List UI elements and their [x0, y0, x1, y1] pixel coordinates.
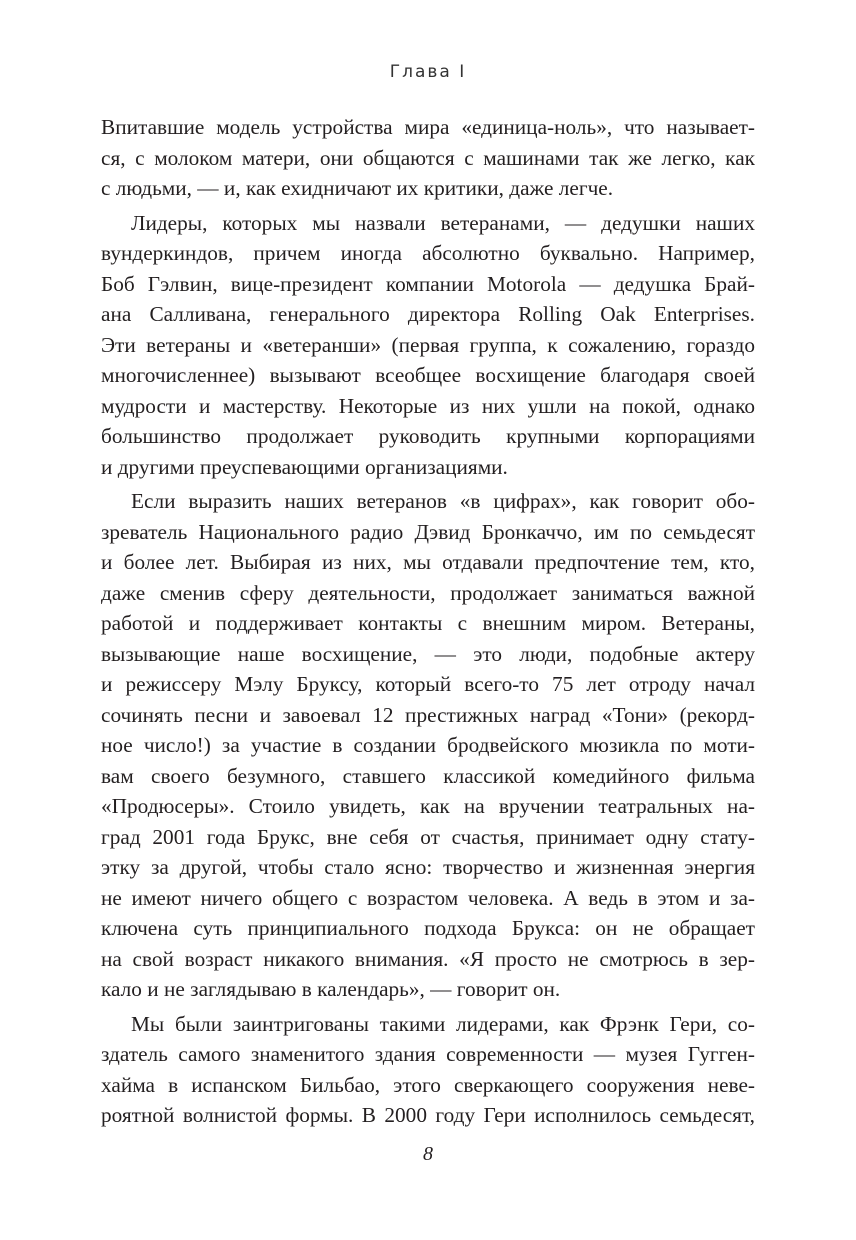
text-line: хайма в испанском Бильбао, этого сверкающего сооружения неве- [101, 1072, 755, 1097]
text-line: не имеют ничего общего с возрастом человека. А ведь в этом и за- [101, 885, 755, 910]
text-line: и режиссеру Мэлу Бруксу, который всего-то 75 лет отроду начал [101, 672, 755, 696]
running-head: Глава I [389, 62, 467, 82]
text-line: ное число!) за участие в создании бродвейского мюзикла по моти- [101, 733, 755, 757]
text-line: мудрости и мастерству. Некоторые из них ушли на покой, однако [101, 393, 755, 418]
text-line: вам своего безумного, ставшего классикой комедийного фильма [101, 763, 755, 788]
text-line: большинство продолжает руководить крупными корпорациями [101, 424, 755, 448]
paragraph [101, 1009, 755, 1131]
text-line: работой и поддерживает контакты с внешним миром. Ветераны, [101, 611, 755, 635]
text-line: кало и не заглядываю в календарь», — говорит он. [101, 977, 561, 1001]
text-line: вундеркиндов, причем иногда абсолютно буквально. Например, [101, 241, 755, 265]
text-line: ся, с молоком матери, они общаются с машинами так же легко, как [101, 145, 755, 170]
text-line: Мы были заинтригованы такими лидерами, как Фрэнк Гери, со- [131, 1011, 755, 1036]
text-line: «Продюсеры». Стоило увидеть, как на вручении театральных на- [101, 794, 755, 818]
page-number: 8 [423, 1143, 433, 1165]
text-line: даже сменив сферу деятельности, продолжает заниматься важной [101, 580, 755, 605]
text-line: сочинять песни и завоевал 12 престижных наград «Тони» (рекорд- [101, 702, 755, 727]
paragraph [101, 112, 755, 204]
text-line: вызывающие наше восхищение, — это люди, подобные актеру [101, 641, 755, 666]
text-line: град 2001 года Брукс, вне себя от счастья, принимает одну стату- [101, 824, 755, 849]
text-line: Лидеры, которых мы назвали ветеранами, — дедушки наших [131, 210, 755, 235]
text-line: этку за другой, чтобы стало ясно: творчество и жизненная энергия [101, 855, 755, 879]
text-line: Если выразить наших ветеранов «в цифрах», как говорит обо- [131, 489, 755, 513]
text-line: и другими преуспевающими организациями. [101, 454, 508, 479]
text-line: ключена суть принципиального подхода Брукса: он не обращает [101, 916, 755, 940]
paragraph [101, 208, 755, 483]
text-line: зреватель Национального радио Дэвид Бронкаччо, им по семьдесят [101, 519, 755, 544]
text-line: роятной волнистой формы. В 2000 году Гери исполнилось семьдесят, [101, 1103, 755, 1127]
text-line: многочисленнее) вызывают всеобщее восхищение благодаря своей [101, 363, 755, 387]
text-line: Боб Гэлвин, вице-президент компании Motorola — дедушка Брай- [101, 271, 755, 296]
text-line: с людьми, — и, как ехидничают их критики, даже легче. [101, 176, 614, 200]
body-text [101, 112, 755, 1131]
text-line: здатель самого знаменитого здания современности — музея Гугген- [101, 1042, 755, 1066]
text-line: Впитавшие модель устройства мира «единица-ноль», что называет- [101, 115, 755, 139]
text-line: Эти ветераны и «ветеранши» (первая группа, к сожалению, гораздо [101, 332, 755, 357]
paragraph [101, 486, 755, 1005]
text-line: и более лет. Выбирая из них, мы отдавали предпочтение тем, кто, [101, 550, 755, 574]
text-line: на свой возраст никакого внимания. «Я просто не смотрюсь в зер- [101, 946, 755, 971]
text-line: ана Салливана, генерального директора Rolling Oak Enterprises. [101, 302, 755, 326]
